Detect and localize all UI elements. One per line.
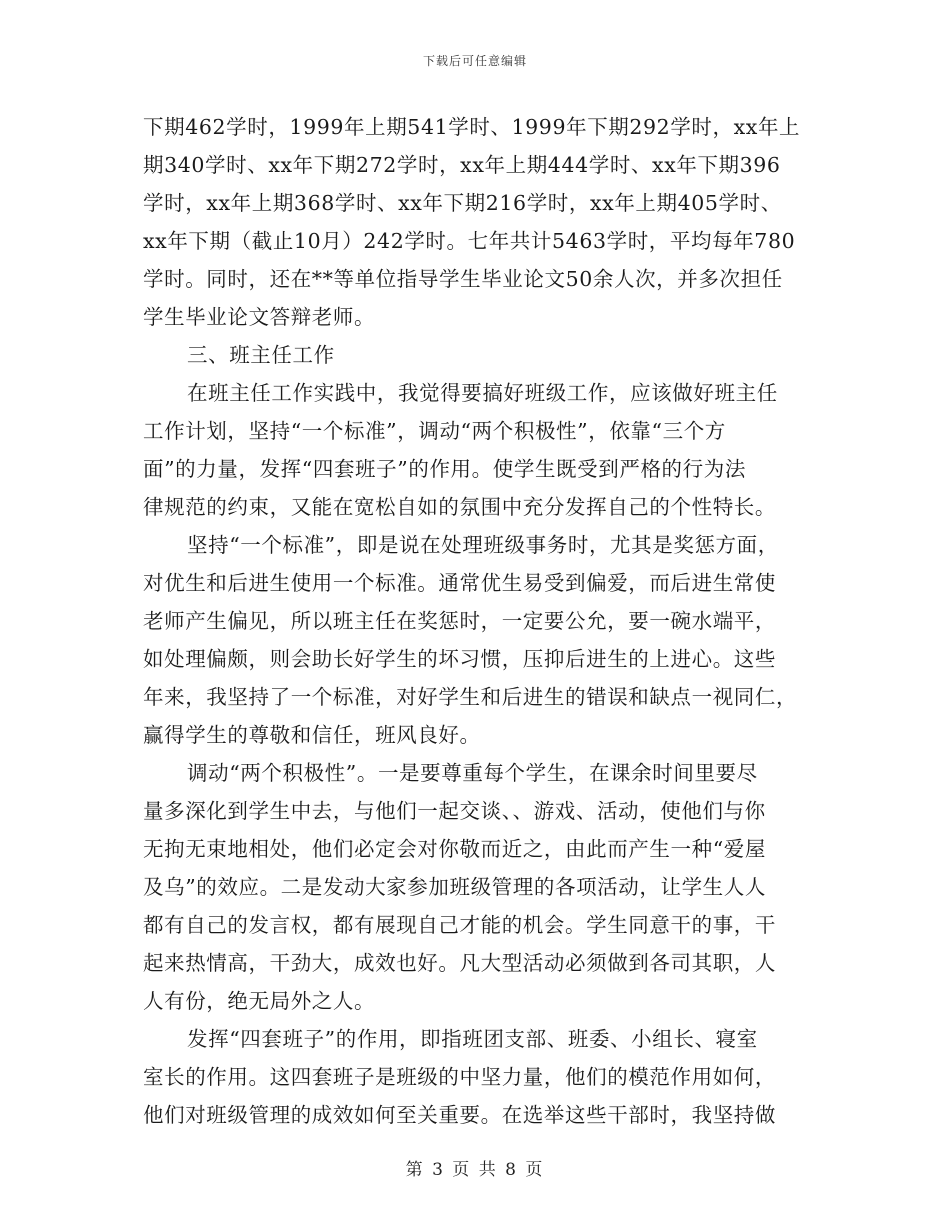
text-line: 人有份，绝无局外之人。: [143, 989, 376, 1013]
section-heading: 三、班主任工作: [187, 343, 335, 367]
text-line: 室长的作用。这四套班子是班级的中坚力量，他们的模范作用如何，: [143, 1065, 776, 1089]
body-text: [143, 108, 807, 1134]
text-line: 对优生和后进生使用一个标准。通常优生易受到偏爱，而后进生常使: [143, 571, 776, 595]
text-line: 他们对班级管理的成效如何至关重要。在选举这些干部时，我坚持做: [143, 1103, 776, 1127]
text-line: 下期462学时，1999年上期541学时、1999年下期292学时，xx年上: [143, 115, 801, 139]
text-line: 学时，xx年上期368学时、xx年下期216学时，xx年上期405学时、: [143, 191, 782, 215]
text-line: 年来，我坚持了一个标准，对好学生和后进生的错误和缺点一视同仁，: [143, 685, 798, 709]
text-line: xx年下期（截止10月）242学时。七年共计5463学时，平均每年780: [143, 229, 796, 253]
text-line: 学生毕业论文答辩老师。: [143, 305, 376, 329]
paragraph-start: 发挥“四套班子”的作用，即指班团支部、班委、小组长、寝室: [187, 1027, 758, 1051]
text-line: 面”的力量，发挥“四套班子”的作用。使学生既受到严格的行为法: [143, 457, 746, 481]
text-line: 都有自己的发言权，都有展现自己才能的机会。学生同意干的事，干: [143, 913, 776, 937]
text-line: 期340学时、xx年下期272学时，xx年上期444学时、xx年下期396: [143, 153, 781, 177]
text-line: 起来热情高，干劲大，成效也好。凡大型活动必须做到各司其职，人: [143, 951, 776, 975]
paragraph-start: 坚持“一个标准”，即是说在处理班级事务时，尤其是奖惩方面，: [187, 533, 779, 557]
text-line: 工作计划，坚持“一个标准”，调动“两个积极性”，依靠“三个方: [143, 419, 726, 443]
text-line: 学时。同时，还在**等单位指导学生毕业论文50余人次，并多次担任: [143, 267, 783, 291]
page-header: 下载后可任意编辑: [422, 54, 527, 68]
text-line: 无拘无束地相处，他们必定会对你敬而近之，由此而产生一种“爱屋: [143, 837, 766, 861]
paragraph-start: 调动“两个积极性”。一是要尊重每个学生，在课余时间里要尽: [187, 761, 758, 785]
text-line: 律规范的约束，又能在宽松自如的氛围中充分发挥自己的个性特长。: [143, 495, 776, 519]
text-line: 量多深化到学生中去，与他们一起交谈、、游戏、活动，使他们与你: [143, 799, 766, 823]
text-line: 如处理偏颇，则会助长好学生的坏习惯，压抑后进生的上进心。这些: [143, 647, 776, 671]
text-line: 及乌”的效应。二是发动大家参加班级管理的各项活动，让学生人人: [143, 875, 766, 899]
text-line: 老师产生偏见，所以班主任在奖惩时，一定要公允，要一碗水端平，: [143, 609, 776, 633]
text-line: 赢得学生的尊敬和信任，班风良好。: [143, 723, 481, 747]
page-number-footer: 第 3 页 共 8 页: [405, 1160, 545, 1180]
paragraph-start: 在班主任工作实践中，我觉得要搞好班级工作，应该做好班主任: [187, 381, 778, 405]
